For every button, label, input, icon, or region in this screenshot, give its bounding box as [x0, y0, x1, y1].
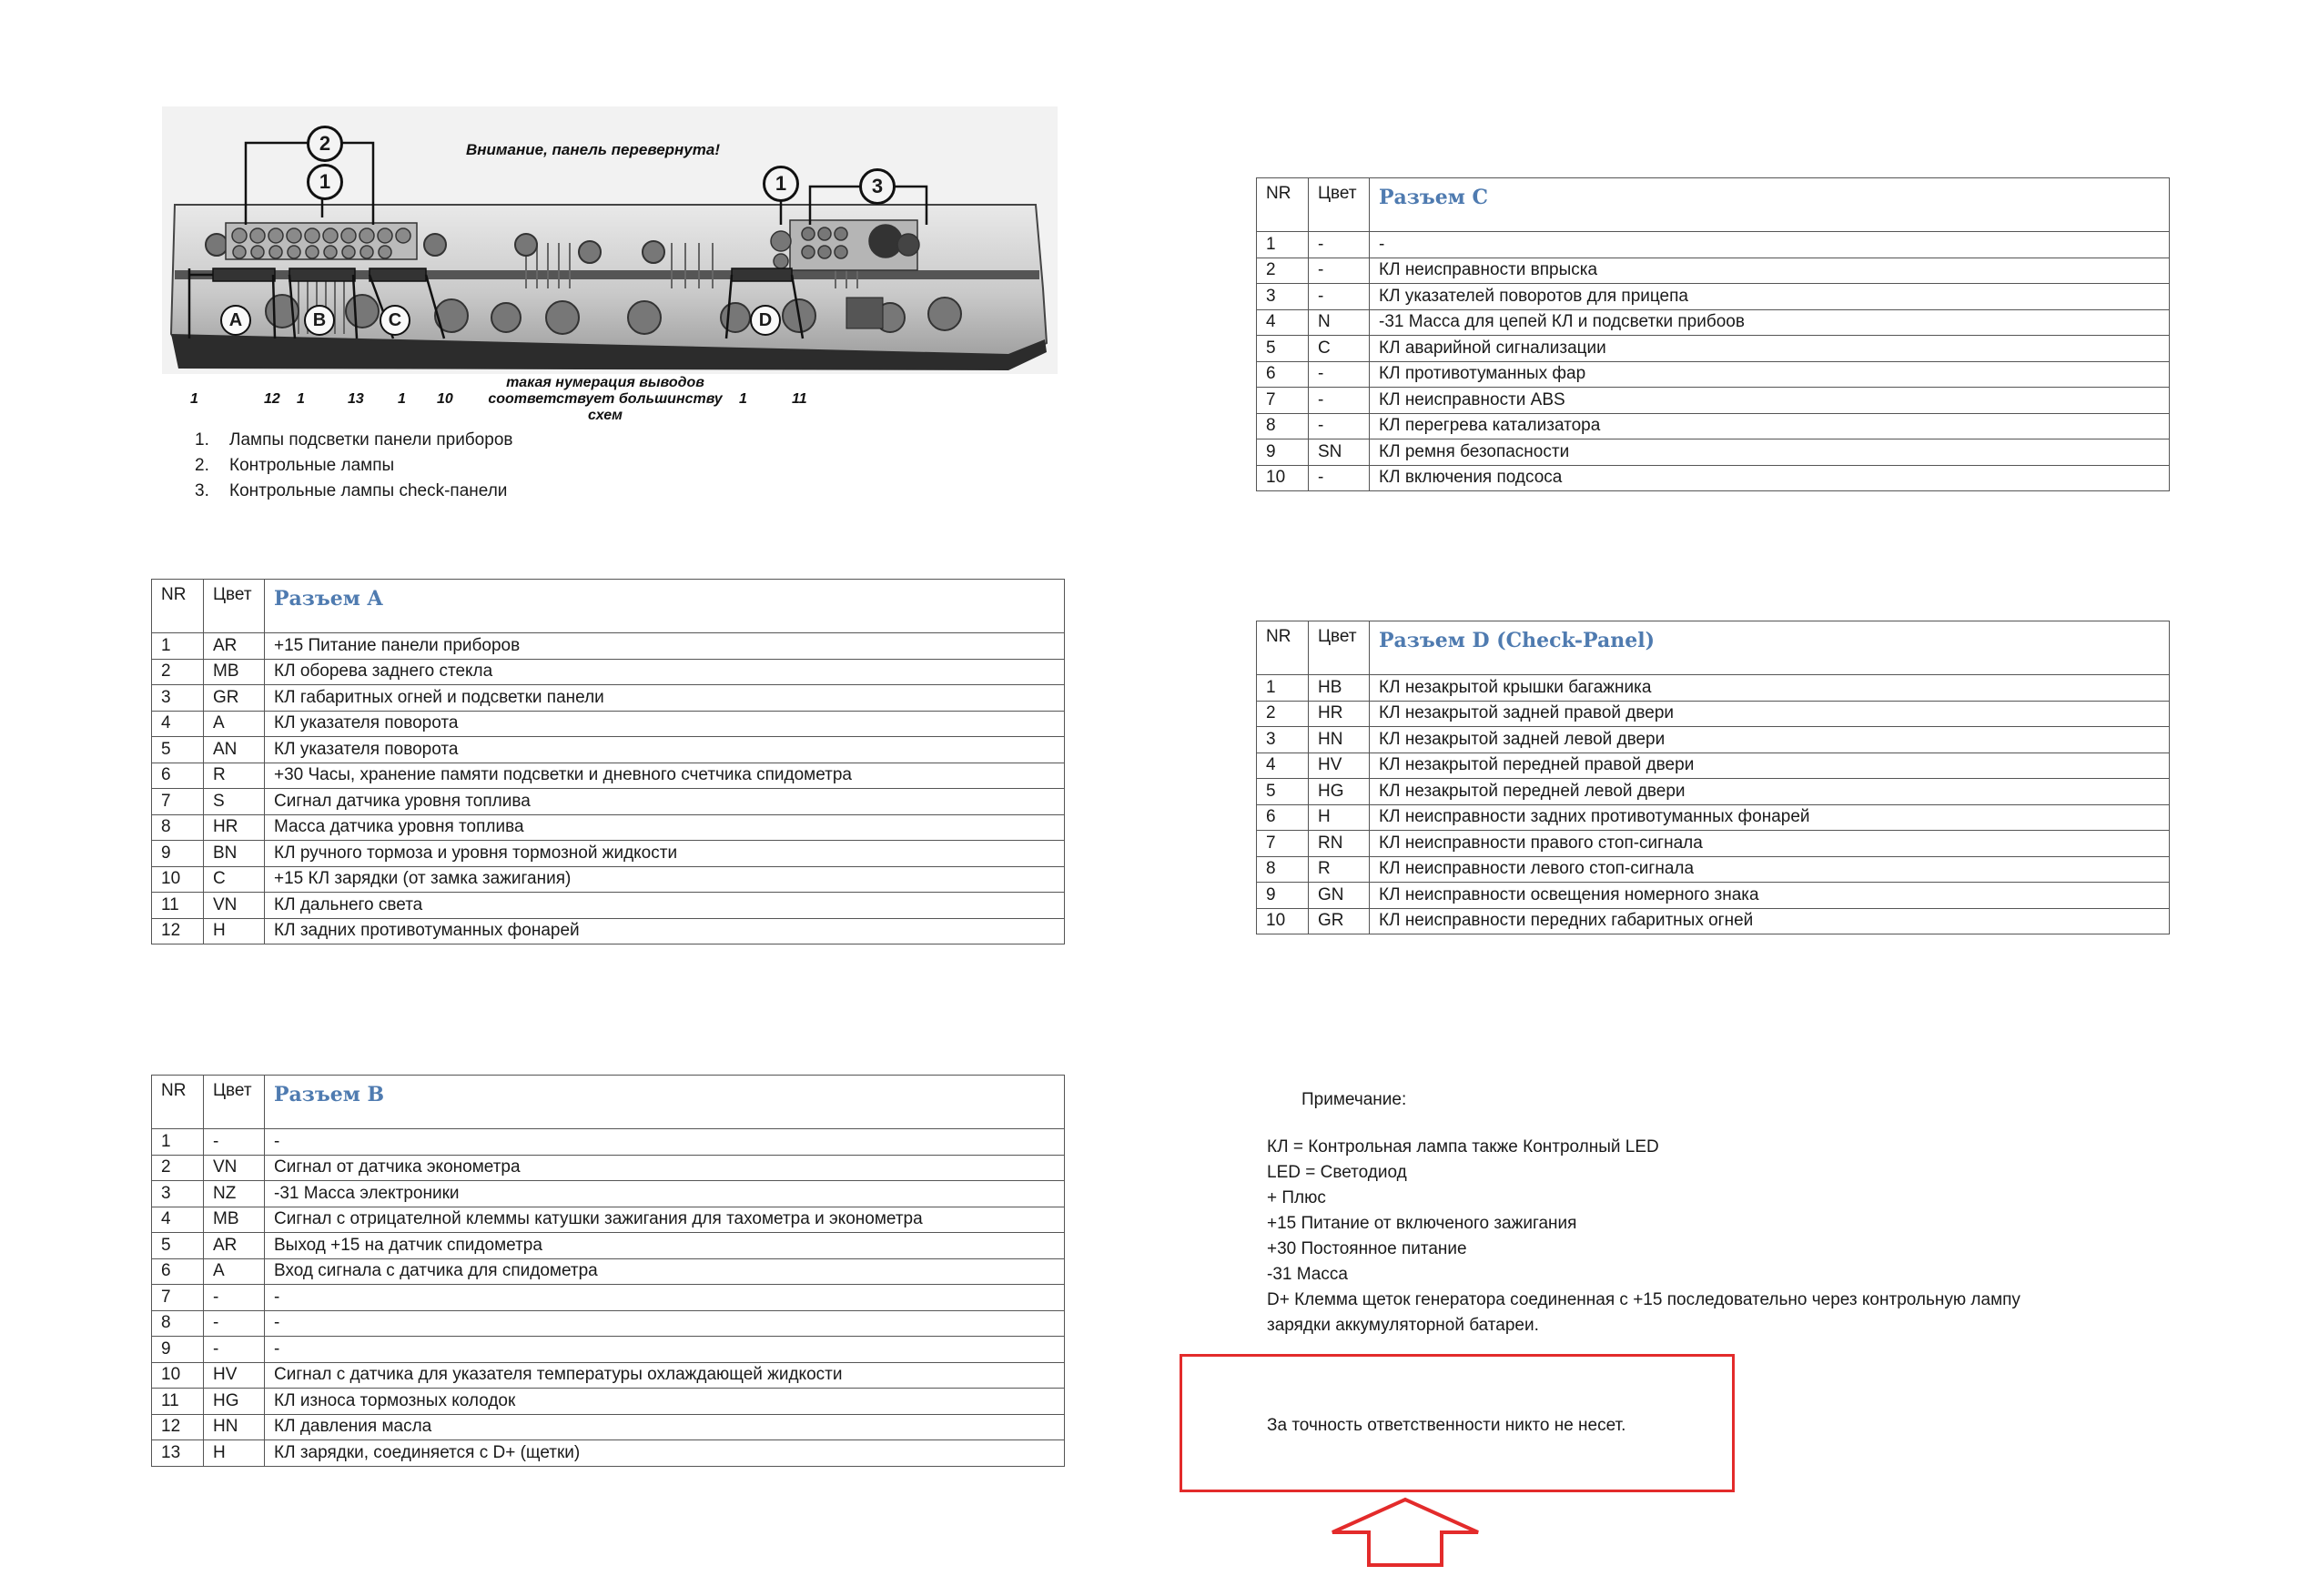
wire-color-cell: -	[204, 1285, 265, 1311]
description-cell: КЛ дальнего света	[265, 893, 1065, 919]
wire-color-cell: HN	[1309, 727, 1370, 753]
table-title: Разъем B	[274, 1083, 385, 1106]
wire-color-cell: -	[1309, 388, 1370, 414]
numbering-note: такая нумерация выводов соответствует большинству схем	[488, 375, 723, 423]
description-cell: Сигнал от датчика эконометра	[265, 1155, 1065, 1181]
wire-color-cell: BN	[204, 841, 265, 867]
description-cell: КЛ незакрытой передней левой двери	[1370, 779, 2170, 805]
wire-color-cell: GN	[1309, 883, 1370, 909]
lamp-legend	[195, 428, 512, 504]
table-title: Разъем D (Check-Panel)	[1379, 629, 1655, 652]
table-row	[152, 1155, 1065, 1181]
wire-color-cell: -	[1309, 413, 1370, 439]
wire-color-cell: -	[204, 1129, 265, 1156]
description-cell: КЛ незакрытой задней левой двери	[1370, 727, 2170, 753]
pin-number-cell: 7	[152, 789, 204, 815]
description-cell: КЛ указателей поворотов для прицепа	[1370, 284, 2170, 310]
table-row	[1257, 856, 2170, 883]
note-line: D+ Клемма щеток генератора соединенная с +15 последовательно через контрольную лампу	[1267, 1290, 2020, 1309]
description-cell: КЛ давления масла	[265, 1414, 1065, 1440]
pin-number-cell: 7	[152, 1285, 204, 1311]
table-row	[152, 1258, 1065, 1285]
note-line: +15 Питание от включеного зажигания	[1267, 1214, 1577, 1233]
pin-number-cell: 5	[1257, 779, 1309, 805]
table-header-row	[1257, 178, 2170, 232]
table-row	[152, 1285, 1065, 1311]
wire-color-cell: A	[204, 711, 265, 737]
legend-item: 2. Контрольные лампы	[195, 456, 395, 475]
pin-number-cell: 11	[152, 1389, 204, 1415]
note-line: LED = Светодиод	[1267, 1163, 1407, 1182]
table-row	[152, 763, 1065, 789]
wire-color-cell: -	[1309, 232, 1370, 258]
description-cell: -31 Масса электроники	[265, 1181, 1065, 1207]
wire-color-cell: H	[1309, 804, 1370, 831]
wire-color-cell: -	[1309, 284, 1370, 310]
pin-number-cell: 1	[1257, 675, 1309, 702]
wire-color-cell: MB	[204, 659, 265, 685]
description-cell: КЛ указателя поворота	[265, 711, 1065, 737]
pin-number-cell: 7	[1257, 831, 1309, 857]
callout-1-right: 1	[763, 166, 799, 202]
table-row	[152, 659, 1065, 685]
wire-color-cell: HV	[1309, 753, 1370, 779]
wire-color-cell: R	[204, 763, 265, 789]
table-row	[152, 1310, 1065, 1337]
description-cell: КЛ незакрытой крышки багажника	[1370, 675, 2170, 702]
wire-color-cell: C	[204, 866, 265, 893]
wire-color-cell: HG	[1309, 779, 1370, 805]
wire-color-cell: HN	[204, 1414, 265, 1440]
pin-number-cell: 10	[1257, 465, 1309, 491]
pin-number-cell: 6	[152, 763, 204, 789]
pin-number-cell: 9	[1257, 439, 1309, 466]
disclaimer-text: За точность ответственности никто не несет.	[1267, 1416, 1626, 1435]
pin-number-cell: 1	[1257, 232, 1309, 258]
pin-number-cell: 2	[1257, 258, 1309, 284]
color-header: Цвет	[204, 580, 265, 633]
callout-1: 1	[307, 164, 343, 200]
table-row	[152, 841, 1065, 867]
pin-number-cell: 6	[1257, 804, 1309, 831]
pin-number-cell: 4	[1257, 309, 1309, 336]
wire-color-cell: HB	[1309, 675, 1370, 702]
description-cell: КЛ неисправности задних противотуманных фонарей	[1370, 804, 2170, 831]
table-title: Разъем C	[1379, 186, 1488, 209]
pin-number: 13	[348, 391, 364, 407]
description-cell: Сигнал с отрицателной клеммы катушки зажигания для тахометра и эконометра	[265, 1207, 1065, 1233]
table-header-row	[1257, 621, 2170, 675]
table-row	[152, 1233, 1065, 1259]
table-title-cell	[265, 580, 1065, 633]
table-row	[1257, 804, 2170, 831]
table-row	[1257, 413, 2170, 439]
description-cell: КЛ противотуманных фар	[1370, 361, 2170, 388]
pin-number-cell: 8	[1257, 856, 1309, 883]
pin-number-cell: 7	[1257, 388, 1309, 414]
description-cell: КЛ задних противотуманных фонарей	[265, 918, 1065, 944]
description-cell: -	[265, 1310, 1065, 1337]
color-header: Цвет	[1309, 621, 1370, 675]
table-row	[152, 789, 1065, 815]
table-row	[1257, 779, 2170, 805]
pin-number-cell: 3	[152, 1181, 204, 1207]
description-cell: КЛ аварийной сигнализации	[1370, 336, 2170, 362]
table-row	[152, 1207, 1065, 1233]
wire-color-cell: HR	[1309, 701, 1370, 727]
wire-color-cell: S	[204, 789, 265, 815]
color-header: Цвет	[1309, 178, 1370, 232]
table-row	[1257, 831, 2170, 857]
pin-number-cell: 2	[1257, 701, 1309, 727]
description-cell: КЛ незакрытой задней правой двери	[1370, 701, 2170, 727]
description-cell: КЛ указателя поворота	[265, 737, 1065, 763]
description-cell: +15 Питание панели приборов	[265, 633, 1065, 660]
panel-inverted-warning: Внимание, панель перевернута!	[466, 141, 720, 158]
wire-color-cell: N	[1309, 309, 1370, 336]
description-cell: КЛ неисправности левого стоп-сигнала	[1370, 856, 2170, 883]
description-cell: КЛ оборева заднего стекла	[265, 659, 1065, 685]
connector-a-table	[151, 579, 1065, 944]
wire-color-cell: -	[1309, 465, 1370, 491]
connector-c-label: C	[380, 305, 410, 336]
table-row	[152, 918, 1065, 944]
note-line: + Плюс	[1267, 1188, 1326, 1207]
wire-color-cell: RN	[1309, 831, 1370, 857]
pin-number-cell: 3	[1257, 284, 1309, 310]
table-title-cell	[265, 1076, 1065, 1129]
pin-number-cell: 3	[152, 685, 204, 712]
connector-d-label: D	[750, 305, 781, 336]
table-row	[152, 893, 1065, 919]
table-row	[1257, 675, 2170, 702]
wire-color-cell: -	[1309, 258, 1370, 284]
connector-c-table	[1256, 177, 2170, 491]
wire-color-cell: H	[204, 918, 265, 944]
table-row	[1257, 361, 2170, 388]
table-row	[1257, 232, 2170, 258]
pin-number-cell: 12	[152, 918, 204, 944]
wire-color-cell: NZ	[204, 1181, 265, 1207]
pin-number-cell: 9	[152, 1337, 204, 1363]
note-line: -31 Масса	[1267, 1265, 1348, 1284]
wire-color-cell: R	[1309, 856, 1370, 883]
table-row	[152, 685, 1065, 712]
table-row	[152, 633, 1065, 660]
description-cell: КЛ износа тормозных колодок	[265, 1389, 1065, 1415]
table-row	[1257, 727, 2170, 753]
color-header: Цвет	[204, 1076, 265, 1129]
wire-color-cell: SN	[1309, 439, 1370, 466]
description-cell: КЛ неисправности ABS	[1370, 388, 2170, 414]
table-title-cell	[1370, 178, 2170, 232]
wire-color-cell: VN	[204, 893, 265, 919]
wire-color-cell: GR	[1309, 908, 1370, 934]
wire-color-cell: HR	[204, 814, 265, 841]
wire-color-cell: HG	[204, 1389, 265, 1415]
table-title: Разъем A	[274, 587, 383, 611]
connector-b-table	[151, 1075, 1065, 1467]
table-row	[1257, 908, 2170, 934]
table-row	[152, 737, 1065, 763]
table-row	[152, 711, 1065, 737]
note-line: +30 Постоянное питание	[1267, 1239, 1467, 1258]
pin-number-cell: 8	[1257, 413, 1309, 439]
table-header-row	[152, 580, 1065, 633]
table-row	[1257, 388, 2170, 414]
description-cell: +30 Часы, хранение памяти подсветки и дневного счетчика спидометра	[265, 763, 1065, 789]
description-cell: КЛ габаритных огней и подсветки панели	[265, 685, 1065, 712]
pin-number-cell: 5	[152, 1233, 204, 1259]
pin-number-cell: 10	[152, 1362, 204, 1389]
table-row	[152, 1414, 1065, 1440]
table-row	[1257, 439, 2170, 466]
wire-color-cell: A	[204, 1258, 265, 1285]
wire-color-cell: AR	[204, 633, 265, 660]
pin-number-cell: 9	[152, 841, 204, 867]
wire-color-cell: GR	[204, 685, 265, 712]
wire-color-cell: -	[204, 1337, 265, 1363]
callout-2: 2	[307, 126, 343, 162]
pin-number-cell: 1	[152, 1129, 204, 1156]
wire-color-cell: -	[204, 1310, 265, 1337]
table-row	[1257, 465, 2170, 491]
wire-color-cell: H	[204, 1440, 265, 1467]
table-row	[1257, 258, 2170, 284]
wire-color-cell: C	[1309, 336, 1370, 362]
table-row	[152, 1337, 1065, 1363]
wire-color-cell: -	[1309, 361, 1370, 388]
description-cell: КЛ неисправности передних габаритных огней	[1370, 908, 2170, 934]
pin-number-cell: 2	[152, 659, 204, 685]
pin-number: 1	[297, 391, 305, 407]
pin-number: 1	[398, 391, 406, 407]
description-cell: Сигнал датчика уровня топлива	[265, 789, 1065, 815]
callout-3: 3	[859, 168, 896, 205]
notes-title: Примечание:	[1301, 1090, 1407, 1109]
pin-number-cell: 4	[152, 711, 204, 737]
pin-number-cell: 8	[152, 1310, 204, 1337]
connector-a-label: A	[220, 305, 251, 336]
pin-number-cell: 1	[152, 633, 204, 660]
pin-number-cell: 10	[1257, 908, 1309, 934]
note-line: КЛ = Контрольная лампа также Контролный LED	[1267, 1137, 1659, 1157]
description-cell: -	[265, 1337, 1065, 1363]
table-row	[152, 1389, 1065, 1415]
notes-block	[1267, 1087, 2020, 1338]
nr-header: NR	[152, 580, 204, 633]
table-row	[152, 814, 1065, 841]
table-row	[152, 866, 1065, 893]
pin-number: 1	[739, 391, 747, 407]
pin-number-cell: 6	[152, 1258, 204, 1285]
pin-number-cell: 4	[152, 1207, 204, 1233]
table-header-row	[152, 1076, 1065, 1129]
table-row	[1257, 753, 2170, 779]
pin-number-cell: 4	[1257, 753, 1309, 779]
pin-number-cell: 3	[1257, 727, 1309, 753]
description-cell: КЛ неисправности впрыска	[1370, 258, 2170, 284]
connector-d-table	[1256, 621, 2170, 934]
description-cell: КЛ включения подсоса	[1370, 465, 2170, 491]
legend-item: 1. Лампы подсветки панели приборов	[195, 430, 513, 450]
up-arrow-icon	[1329, 1496, 1484, 1569]
description-cell: КЛ ремня безопасности	[1370, 439, 2170, 466]
pin-number-cell: 5	[1257, 336, 1309, 362]
table-row	[1257, 309, 2170, 336]
description-cell: Сигнал с датчика для указателя температуры охлаждающей жидкости	[265, 1362, 1065, 1389]
pin-number-cell: 6	[1257, 361, 1309, 388]
pin-number: 1	[190, 391, 198, 407]
description-cell: КЛ неисправности освещения номерного знака	[1370, 883, 2170, 909]
pin-number-cell: 13	[152, 1440, 204, 1467]
pin-number-cell: 12	[152, 1414, 204, 1440]
description-cell: +15 КЛ зарядки (от замка зажигания)	[265, 866, 1065, 893]
table-row	[152, 1181, 1065, 1207]
wire-color-cell: VN	[204, 1155, 265, 1181]
connector-b-label: B	[304, 305, 335, 336]
pin-number-cell: 2	[152, 1155, 204, 1181]
pin-number-cell: 9	[1257, 883, 1309, 909]
nr-header: NR	[1257, 178, 1309, 232]
legend-item: 3. Контрольные лампы check-панели	[195, 481, 508, 500]
wire-color-cell: AN	[204, 737, 265, 763]
table-row	[1257, 284, 2170, 310]
table-title-cell	[1370, 621, 2170, 675]
table-row	[1257, 883, 2170, 909]
pin-number-cell: 5	[152, 737, 204, 763]
wire-color-cell: AR	[204, 1233, 265, 1259]
wire-color-cell: MB	[204, 1207, 265, 1233]
nr-header: NR	[1257, 621, 1309, 675]
pin-number-cell: 11	[152, 893, 204, 919]
description-cell: КЛ незакрытой передней правой двери	[1370, 753, 2170, 779]
table-row	[152, 1129, 1065, 1156]
description-cell: КЛ перегрева катализатора	[1370, 413, 2170, 439]
description-cell: КЛ ручного тормоза и уровня тормозной жидкости	[265, 841, 1065, 867]
note-line: зарядки аккумуляторной батареи.	[1267, 1316, 1539, 1335]
nr-header: NR	[152, 1076, 204, 1129]
description-cell: -	[1370, 232, 2170, 258]
pin-number: 12	[264, 391, 280, 407]
description-cell: Масса датчика уровня топлива	[265, 814, 1065, 841]
description-cell: -31 Масса для цепей КЛ и подсветки прибоов	[1370, 309, 2170, 336]
pin-number-cell: 8	[152, 814, 204, 841]
table-row	[152, 1362, 1065, 1389]
wire-color-cell: HV	[204, 1362, 265, 1389]
description-cell: -	[265, 1129, 1065, 1156]
pin-number: 10	[437, 391, 453, 407]
table-row	[152, 1440, 1065, 1467]
table-row	[1257, 336, 2170, 362]
description-cell: -	[265, 1285, 1065, 1311]
description-cell: КЛ неисправности правого стоп-сигнала	[1370, 831, 2170, 857]
description-cell: Выход +15 на датчик спидометра	[265, 1233, 1065, 1259]
pin-number: 11	[792, 391, 807, 407]
description-cell: Вход сигнала с датчика для спидометра	[265, 1258, 1065, 1285]
table-row	[1257, 701, 2170, 727]
pin-number-cell: 10	[152, 866, 204, 893]
description-cell: КЛ зарядки, соединяется с D+ (щетки)	[265, 1440, 1065, 1467]
